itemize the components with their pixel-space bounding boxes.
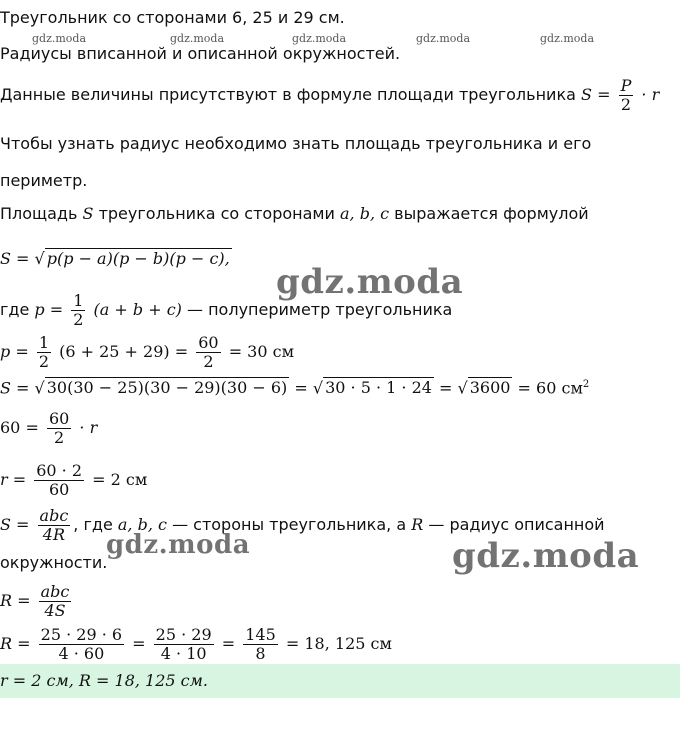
R-formula: R = $\frac{\text{abc}}{4S}$ <box>0 582 70 620</box>
intro-formula-lhs: S = <box>581 85 611 104</box>
watermark: gdz.moda <box>170 32 225 45</box>
circ-text-2: окружности. <box>0 553 108 572</box>
watermark: gdz.moda <box>32 32 87 45</box>
need-text-1: Чтобы узнать радиус необходимо знать площадь треугольника и его <box>0 134 592 153</box>
need-text-2: периметр. <box>0 171 88 190</box>
watermark: gdz.moda <box>416 32 471 45</box>
intro-fraction: $\frac{P}{2}$ <box>620 76 632 114</box>
watermark: gdz.moda <box>540 32 595 45</box>
watermark-large: gdz.moda <box>452 536 640 576</box>
semiperimeter-line: где p = $\frac{1}{2}$ (a + b + c) — полупериметр треугольника <box>0 291 453 329</box>
heron-formula: S = √ p(p − a)(p − b)(p − c), <box>0 249 230 268</box>
r-calculation: r = $\frac{60 \cdot 2}{60}$ = 2 см <box>0 461 148 499</box>
watermark-large: gdz.moda <box>106 530 251 560</box>
watermark: gdz.moda <box>292 32 347 45</box>
R-calculation: R = $\frac{25 \cdot 29 \cdot 6}{4 \cdot 60}$ = $\frac{25 \cdot 29}{4 \cdot 10}$ = $\frac{145}{8}$ = 18, 125 см <box>0 625 392 663</box>
given-text: Треугольник со сторонами 6, 25 и 29 см. <box>0 8 345 27</box>
find-text: Радиусы вписанной и описанной окружностей. <box>0 44 401 63</box>
p-calculation: p = $\frac{1}{2}$ (6 + 25 + 29) = $\frac{60}{2}$ = 30 см <box>0 333 295 371</box>
intro-formula-tail: · r <box>641 85 660 104</box>
s-calculation: S = √ 30(30 − 25)(30 − 29)(30 − 6) = √ 30 · 5 · 1 · 24 = √ 3600 = 60 $см^2$ <box>0 378 590 398</box>
intro-line <box>0 70 659 120</box>
intro-text: Данные величины присутствуют в формуле площади треугольника <box>0 85 576 104</box>
answer-text: r = 2 см, R = 18, 125 см. <box>0 671 208 690</box>
heron-intro: Площадь S треугольника со сторонами a, b, c выражается формулой <box>0 204 589 223</box>
watermark-large: gdz.moda <box>276 262 464 302</box>
equation-60: 60 = $\frac{60}{2}$ · r <box>0 409 98 447</box>
circumradius-formula: S = $\frac{\text{abc}}{4R}$ , где a, b, c — стороны треугольника, а R — радиус описанной <box>0 506 605 544</box>
